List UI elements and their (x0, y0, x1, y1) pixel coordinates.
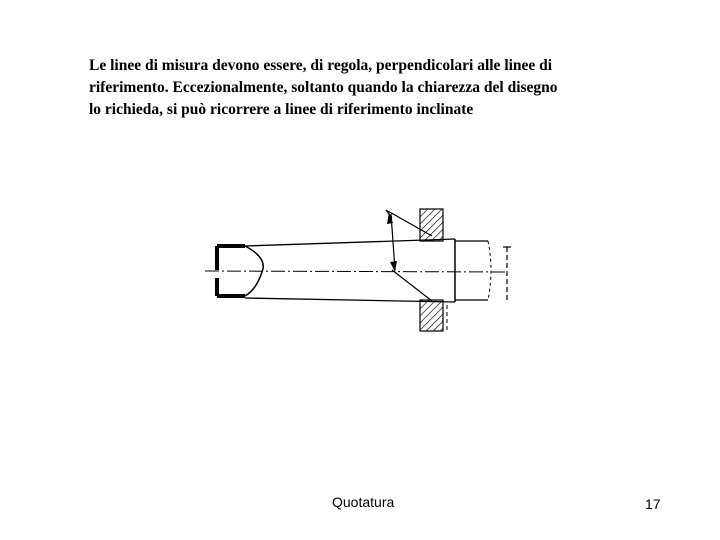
slide-body-text (89, 55, 669, 121)
shaft-outline (217, 239, 491, 302)
right-dimension-mark (503, 247, 511, 300)
technical-drawing (200, 200, 520, 340)
dimension-line (387, 212, 397, 272)
body-text-line-1: Le linee di misura devono essere, di regola, perpendicolari alle linee di (89, 57, 553, 74)
page-number: 17 (645, 496, 661, 512)
body-text-line-2: riferimento. Eccezionalmente, soltanto quando la chiarezza del disegno (89, 79, 558, 96)
body-text-line-3: lo richieda, si può ricorrere a linee di riferimento inclinate (89, 101, 474, 118)
center-line (205, 271, 508, 272)
footer-title: Quotatura (332, 494, 395, 510)
wall-section-bottom (420, 300, 443, 331)
